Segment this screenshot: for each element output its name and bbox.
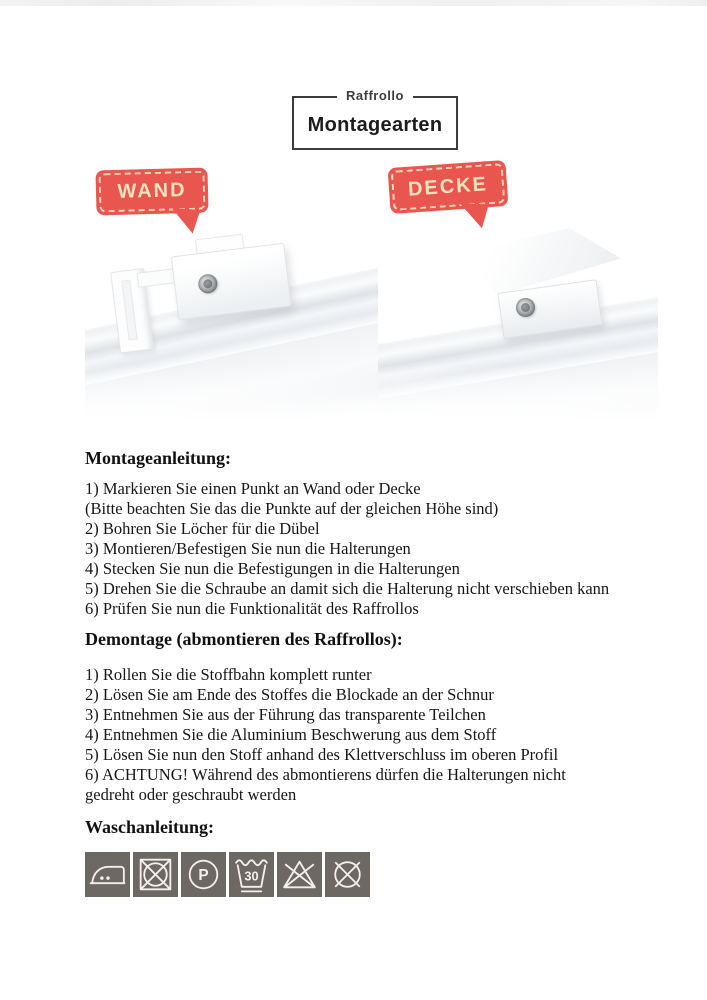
montage-step: 5) Drehen Sie die Schraube an damit sich die Halterung nicht verschieben kann (85, 579, 610, 598)
montage-step: 4) Stecken Sie nun die Befestigungen in die Halterungen (85, 559, 460, 578)
bracket-clamp-block (171, 243, 292, 320)
wasch-section (85, 816, 660, 848)
do-not-tumble-dry-icon (133, 852, 178, 897)
ceiling-bracket (418, 226, 633, 341)
demontage-section (85, 628, 660, 805)
wall-bracket-photo (85, 224, 385, 420)
demontage-step: 1) Rollen Sie die Stoffbahn komplett runter (85, 665, 372, 684)
demontage-step-continuation: gedreht oder geschraubt werden (85, 785, 297, 804)
demontage-step: 3) Entnehmen Sie aus der Führung das transparente Teilchen (85, 705, 486, 724)
demontage-step: 4) Entnehmen Sie die Aluminium Beschwerung aus dem Stoff (85, 725, 497, 744)
wall-mount-label-text: WAND (117, 179, 187, 203)
montage-step: 3) Montieren/Befestigen Sie nun die Halterungen (85, 539, 411, 558)
svg-text:P: P (198, 867, 209, 885)
do-not-dry-clean-icon (325, 852, 370, 897)
ceiling-mount-label (388, 160, 509, 214)
montage-step: 1) Markieren Sie einen Punkt an Wand oder Decke (85, 479, 421, 498)
montage-step: 2) Bohren Sie Löcher für die Dübel (85, 519, 320, 538)
fixing-screw (516, 298, 535, 317)
montage-step-note: (Bitte beachten Sie das die Punkte auf der gleichen Höhe sind) (85, 499, 499, 518)
brand-logo-title: Montagearten (307, 113, 443, 136)
demontage-step: 5) Lösen Sie nun den Stoff anhand des Klettverschluss im oberen Profil (85, 745, 559, 764)
demontage-step: 6) ACHTUNG! Während des abmontierens dürfen die Halterungen nicht (85, 765, 566, 784)
dry-clean-p-icon (181, 852, 226, 897)
montage-step: 6) Prüfen Sie nun die Funktionalität des Raffrollos (85, 599, 419, 618)
ceiling-bracket-photo (378, 222, 658, 420)
wash-30-gentle-icon (229, 852, 274, 897)
iron-medium-icon (85, 852, 130, 897)
wall-mount-label (95, 168, 208, 216)
brand-logo-subtitle: Raffrollo (337, 88, 413, 103)
do-not-bleach-icon (277, 852, 322, 897)
demontage-step: 2) Lösen Sie am Ende des Stoffes die Blockade an der Schnur (85, 685, 494, 704)
ceiling-mount-label-text: DECKE (407, 172, 489, 201)
montage-heading: Montageanleitung: (85, 448, 231, 468)
brand-logo-box (292, 88, 458, 150)
svg-text:30: 30 (244, 868, 259, 884)
demontage-heading: Demontage (abmontieren des Raffrollos): (85, 629, 403, 649)
montage-section (85, 447, 660, 619)
scan-edge-shading (0, 0, 707, 6)
wasch-heading: Waschanleitung: (85, 817, 215, 837)
care-symbols-row (85, 852, 370, 897)
